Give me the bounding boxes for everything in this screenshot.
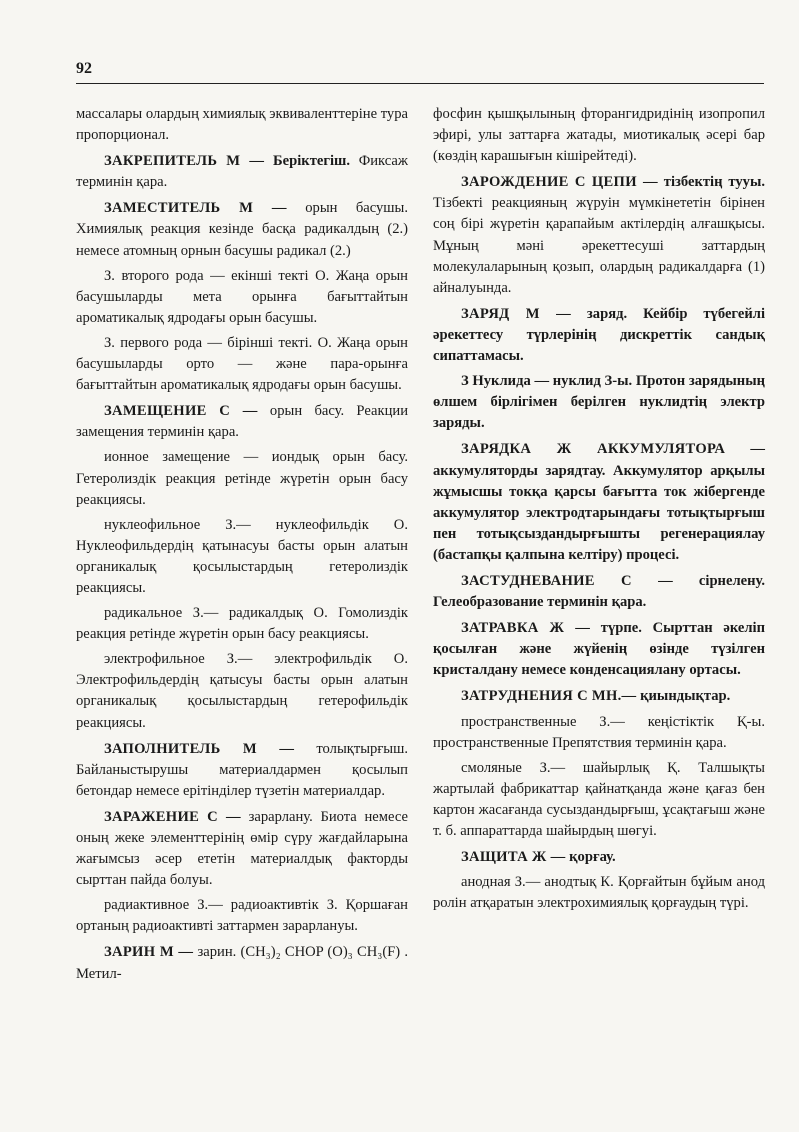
entry-headword: ЗАТРУДНЕНИЯ С МН.— bbox=[461, 688, 637, 705]
entry-headword: ЗАКРЕПИТЕЛЬ М — bbox=[104, 153, 265, 170]
header-rule bbox=[76, 83, 764, 84]
sub-entry bbox=[76, 333, 408, 396]
entry-definition: Тізбекті реакцияның жүруін мүмкінететін бірінен соң бірі жүретін қарапайым актілердің алғашқысы. Мұның мәні әрекеттесуші заттардың молекулаларының қозып, олардың радикалдарға (1) айналуында. bbox=[433, 195, 765, 296]
sub-entry bbox=[76, 447, 408, 510]
dictionary-entry bbox=[433, 618, 765, 681]
sub-entry bbox=[76, 895, 408, 937]
sub-entry bbox=[76, 603, 408, 645]
entry-definition: зарин. (CH₃)₂ CHOP (O)₃ CH₃(F) . Метил- bbox=[76, 944, 408, 982]
continued-text bbox=[76, 104, 408, 146]
entry-headword: ЗАМЕСТИТЕЛЬ М — bbox=[104, 200, 287, 217]
sub-entry bbox=[76, 649, 408, 733]
sub-entry-text: З Нуклида — нуклид З-ы. Протон зарядының өлшем бірлігімен берілген нуклидтің электр заряды. bbox=[433, 373, 765, 432]
dictionary-entry bbox=[76, 151, 408, 193]
sub-entry-text: пространственные З.— кеңістіктік Қ-ы. пространственные Препятствия терминін қара. bbox=[433, 713, 765, 751]
sub-entry bbox=[433, 872, 765, 914]
sub-entry bbox=[433, 371, 765, 434]
continued-text-body: фосфин қышқылының фторангидридінің изопропил эфирі, улы заттарға жатады, миотикалық әсері бар (көздің карашығын кішірейтеді). bbox=[433, 106, 765, 165]
left-column bbox=[76, 104, 408, 989]
dictionary-entry bbox=[433, 571, 765, 613]
sub-entry-text: смоляные З.— шайырлық Қ. Талшықты жартылай фабрикаттар қайнатқанда және қағаз бен картон жасағанда сусыздандырғыш, ұсақтағыш және т. б. аппараттарда шайырдың шөгуі. bbox=[433, 759, 765, 839]
dictionary-entry bbox=[433, 439, 765, 566]
dictionary-entry bbox=[76, 942, 408, 984]
dictionary-entry bbox=[76, 807, 408, 891]
entry-translation: түрпе. Сырттан әкеліп қосылған және жүйенің өзінде түзілген кристалдану немесе конденсациялану ортасы. bbox=[433, 620, 765, 679]
entry-headword: ЗАПОЛНИТЕЛЬ М — bbox=[104, 740, 295, 757]
sub-entry bbox=[433, 712, 765, 754]
sub-entry-text: радиактивное З.— радиоактивтік З. Қоршаған ортаның радиоактивті заттармен зарарлануы. bbox=[76, 897, 408, 935]
sub-entry-text: анодная З.— анодтық К. Қорғайтын бұйым анод ролін атқаратын электрохимиялық қорғаудың түрі. bbox=[433, 874, 765, 912]
entry-headword: ЗАРОЖДЕНИЕ С ЦЕПИ — bbox=[461, 174, 658, 191]
entry-translation: заряд. Кейбір түбегейлі әрекеттесу түрлерінің дискреттік сандық сипаттамасы. bbox=[433, 305, 765, 365]
entry-headword: ЗАМЕЩЕНИЕ С — bbox=[104, 403, 258, 420]
sub-entry-text: З. первого рода — бірінші текті. О. Жаңа орын басушыларды орто — және пара-орынға бағыттайтын ароматикалық ядродағы орын басушы. bbox=[76, 334, 408, 394]
dictionary-entry bbox=[76, 739, 408, 802]
page-number: 92 bbox=[76, 60, 92, 77]
entry-translation: тізбектің тууы. bbox=[657, 174, 765, 191]
right-column bbox=[433, 104, 765, 918]
sub-entry-text: радикальное З.— радикалдық О. Гомолиздік реакция ретінде жүретін орын басу реакциясы. bbox=[76, 605, 408, 643]
entry-headword: ЗАРИН М — bbox=[104, 944, 194, 961]
dictionary-entry bbox=[433, 172, 765, 299]
sub-entry-text: ионное замещение — иондық орын басу. Гетеролиздік реакция ретінде жүретін орын басу реакциясы. bbox=[76, 449, 408, 508]
entry-definition: орын басу. Реакции замещения терминін қара. bbox=[76, 403, 408, 441]
sub-entry bbox=[76, 515, 408, 599]
sub-entry-text: электрофильное З.— электрофильдік О. Электрофильдердің қатысуы басты орын алатын органикалық қосылыстардың гетерофильдік реакциясы. bbox=[76, 651, 408, 731]
dictionary-entry bbox=[433, 847, 765, 868]
entry-headword: ЗАРЯД М — bbox=[461, 305, 571, 322]
sub-entry-text: З. второго рода — екінші текті О. Жаңа орын басушыларды мета орынға бағыттайтын ароматикалық ядродағы орын басушы. bbox=[76, 267, 408, 326]
dictionary-entry bbox=[76, 401, 408, 443]
sub-entry bbox=[76, 266, 408, 329]
continued-text bbox=[433, 104, 765, 167]
entry-headword: ЗАЩИТА Ж — bbox=[461, 849, 566, 866]
entry-translation: қиындықтар. bbox=[636, 688, 731, 705]
dictionary-entry bbox=[76, 198, 408, 261]
dictionary-entry bbox=[433, 686, 765, 707]
entry-translation: сірнелену. Гелеобразование терминін қара. bbox=[433, 572, 766, 611]
sub-entry bbox=[433, 758, 765, 842]
entry-definition: орын басушы. Химиялық реакция кезінде басқа радикалдың (2.) немесе атомның орнын басушы радикал (2.) bbox=[76, 200, 408, 259]
dictionary-entry bbox=[433, 304, 765, 367]
entry-headword: ЗАТРАВКА Ж — bbox=[461, 620, 591, 637]
entry-definition: зарарлану. Биота немесе оның жеке элементтерінің өмір сүру жағдайларына жағымсыз әсер ететін материалдық факторды сырттан пайда болуы. bbox=[76, 808, 408, 889]
entry-translation: — аккумуляторды зарядтау. Аккумулятор арқылы жұмысшы токқа қарсы бағытта ток жібергенде аккумулятор электродтарындағы тотықтырғыш пен тотықсыздандырғышты регенерациялау (бастапқы қалпына келтіру) процесі. bbox=[433, 441, 766, 563]
entry-headword: ЗАСТУДНЕВАНИЕ С — bbox=[461, 572, 673, 589]
entry-definition: толықтырғыш. Байланыстырушы материалдармен қосылып бетондар немесе ерітінділер түзетін материалдар. bbox=[76, 740, 408, 799]
entry-definition: Фиксаж терминін қара. bbox=[76, 153, 408, 191]
entry-translation: Беріктегіш. bbox=[264, 153, 350, 170]
continued-text-body: массалары олардың химиялық эквиваленттеріне тура пропорционал. bbox=[76, 106, 408, 144]
entry-translation: қорғау. bbox=[565, 849, 616, 866]
entry-headword: ЗАРАЖЕНИЕ С — bbox=[104, 808, 241, 825]
entry-headword: ЗАРЯДКА Ж АККУМУЛЯТОРА bbox=[461, 441, 726, 458]
sub-entry-text: нуклеофильное З.— нуклеофильдік О. Нуклеофильдердің қатынасуы басты орын алатын органикалық қосылыстардың гетеролиздік реакциясы. bbox=[76, 516, 408, 596]
